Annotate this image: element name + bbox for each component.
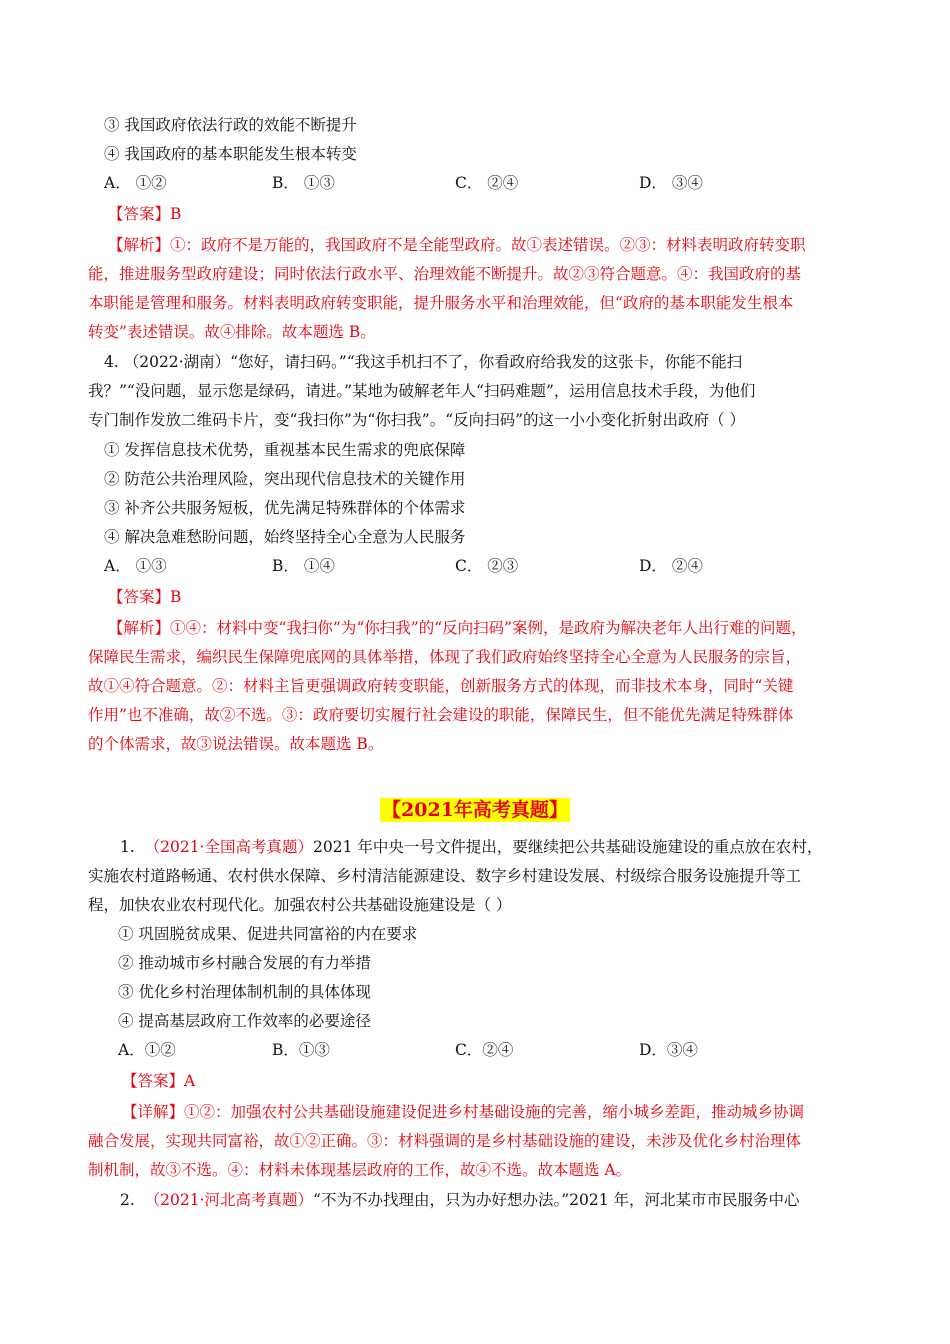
- q3-option-c: C． ②④: [455, 174, 519, 192]
- s2021-q2-stem-text: “不为不办找理由，只为办好想办法。”2021 年，河北某市市民服务中心: [313, 1191, 800, 1209]
- q3-analysis-line: 转变”表述错误。故④排除。故本题选 B。: [88, 323, 376, 341]
- q3-analysis-line: 能，推进服务型政府建设；同时依法行政水平、治理效能不断提升。故②③符合题意。④：我国政府的基: [88, 265, 802, 283]
- q4-stem-line: 4. （2022·湖南）“您好，请扫码。”“我这手机扫不了，你看政府给我发的这张卡，你能不能扫: [104, 353, 743, 371]
- s2021-q1-analysis-line: 制机制，故③不选。④：材料未体现基层政府的工作，故④不选。故本题选 A。: [88, 1161, 632, 1179]
- q4-item-2: ② 防范公共治理风险，突出现代信息技术的关键作用: [104, 470, 466, 488]
- s2021-q1-item-2: ② 推动城市乡村融合发展的有力举措: [118, 954, 371, 972]
- s2021-q1-item-1: ① 巩固脱贫成果、促进共同富裕的内在要求: [118, 925, 418, 943]
- s2021-q2-number: 2.: [120, 1191, 135, 1209]
- q4-analysis-line: 的个体需求，故③说法错误。故本题选 B。: [88, 735, 384, 753]
- q4-option-b: B． ①④: [272, 557, 335, 575]
- s2021-q2-source: （2021·河北高考真题）: [144, 1191, 314, 1209]
- s2021-q2-stem-first: [120, 1190, 800, 1210]
- s2021-q1-analysis-line: 融合发展，实现共同富裕，故①②正确。③：材料强调的是乡村基础设施的建设，未涉及优化乡村治理体: [88, 1132, 802, 1150]
- s2021-q1-item-4: ④ 提高基层政府工作效率的必要途径: [118, 1012, 371, 1030]
- s2021-q1-source: （2021·全国高考真题）: [144, 838, 314, 856]
- q4-item-3: ③ 补齐公共服务短板，优先满足特殊群体的个体需求: [104, 499, 466, 517]
- q4-analysis-line: 【解析】①④：材料中变“我扫你”为“你扫我”的“反向扫码”案例，是政府为解决老年人出行难的问题，: [108, 619, 807, 637]
- q3-option-b: B． ①③: [272, 174, 335, 192]
- section-heading-text: 【2021年高考真题】: [382, 799, 568, 821]
- s2021-q1-stem-text: 2021 年中央一号文件提出，要继续把公共基础设施建设的重点放在农村，: [313, 838, 823, 856]
- q3-analysis-line: 【解析】①：政府不是万能的，我国政府不是全能型政府。故①表述错误。②③：材料表明政府转变职: [108, 236, 806, 254]
- s2021-q1-option-a: A．①②: [118, 1041, 176, 1059]
- s2021-q1-option-b: B．①③: [272, 1041, 330, 1059]
- q4-stem-line: 我？”“没问题，显示您是绿码，请进。”某地为破解老年人“扫码难题”，运用信息技术手段，为他们: [88, 382, 756, 400]
- q4-item-1: ① 发挥信息技术优势，重视基本民生需求的兜底保障: [104, 441, 466, 459]
- s2021-q1-item-3: ③ 优化乡村治理体制机制的具体体现: [118, 983, 371, 1001]
- s2021-q1-answer: 【答案】A: [122, 1072, 196, 1090]
- s2021-q1-option-d: D．③④: [639, 1041, 698, 1059]
- q4-option-d: D． ②④: [639, 557, 703, 575]
- q4-analysis-line: 作用”也不准确，故②不选。③：政府要切实履行社会建设的职能，保障民生，但不能优先满足特殊群体: [88, 706, 794, 724]
- q3-option-a: A． ①②: [104, 174, 167, 192]
- s2021-q1-option-c: C．②④: [455, 1041, 514, 1059]
- q3-answer: 【答案】B: [108, 205, 182, 223]
- s2021-q1-stem-line: 实施农村道路畅通、农村供水保障、乡村清洁能源建设、数字乡村建设发展、村级综合服务设施提升等工: [88, 867, 802, 885]
- q4-analysis-line: 故①④符合题意。②：材料主旨更强调政府转变职能，创新服务方式的体现，而非技术本身，同时“关键: [88, 677, 794, 695]
- q4-analysis-line: 保障民生需求，编织民生保障兜底网的具体举措，体现了我们政府始终坚持全心全意为人民服务的宗旨，: [88, 648, 802, 666]
- q4-option-a: A． ①③: [104, 557, 167, 575]
- s2021-q1-stem-first: [120, 837, 822, 857]
- s2021-q1-analysis-line: 【详解】①②：加强农村公共基础设施建设促进乡村基础设施的完善，缩小城乡差距，推动城乡协调: [122, 1103, 805, 1121]
- s2021-q1-number: 1.: [120, 838, 135, 856]
- q4-item-4: ④ 解决急难愁盼问题，始终坚持全心全意为人民服务: [104, 528, 466, 546]
- s2021-q1-stem-line: 程，加快农业农村现代化。加强农村公共基础设施建设是（ ）: [88, 896, 512, 914]
- q3-item-4: ④ 我国政府的基本职能发生根本转变: [104, 145, 357, 163]
- q3-item-3: ③ 我国政府依法行政的效能不断提升: [104, 116, 357, 134]
- q4-option-c: C． ②③: [455, 557, 519, 575]
- section-heading: [0, 797, 950, 823]
- q3-option-d: D． ③④: [639, 174, 703, 192]
- q3-analysis-line: 本职能是管理和服务。材料表明政府转变职能，提升服务水平和治理效能，但“政府的基本职能发生根本: [88, 294, 794, 312]
- q4-stem-line: 专门制作发放二维码卡片，变“我扫你”为“你扫我”。“反向扫码”的这一小小变化折射出政府（ ）: [88, 411, 745, 429]
- q4-answer: 【答案】B: [108, 588, 182, 606]
